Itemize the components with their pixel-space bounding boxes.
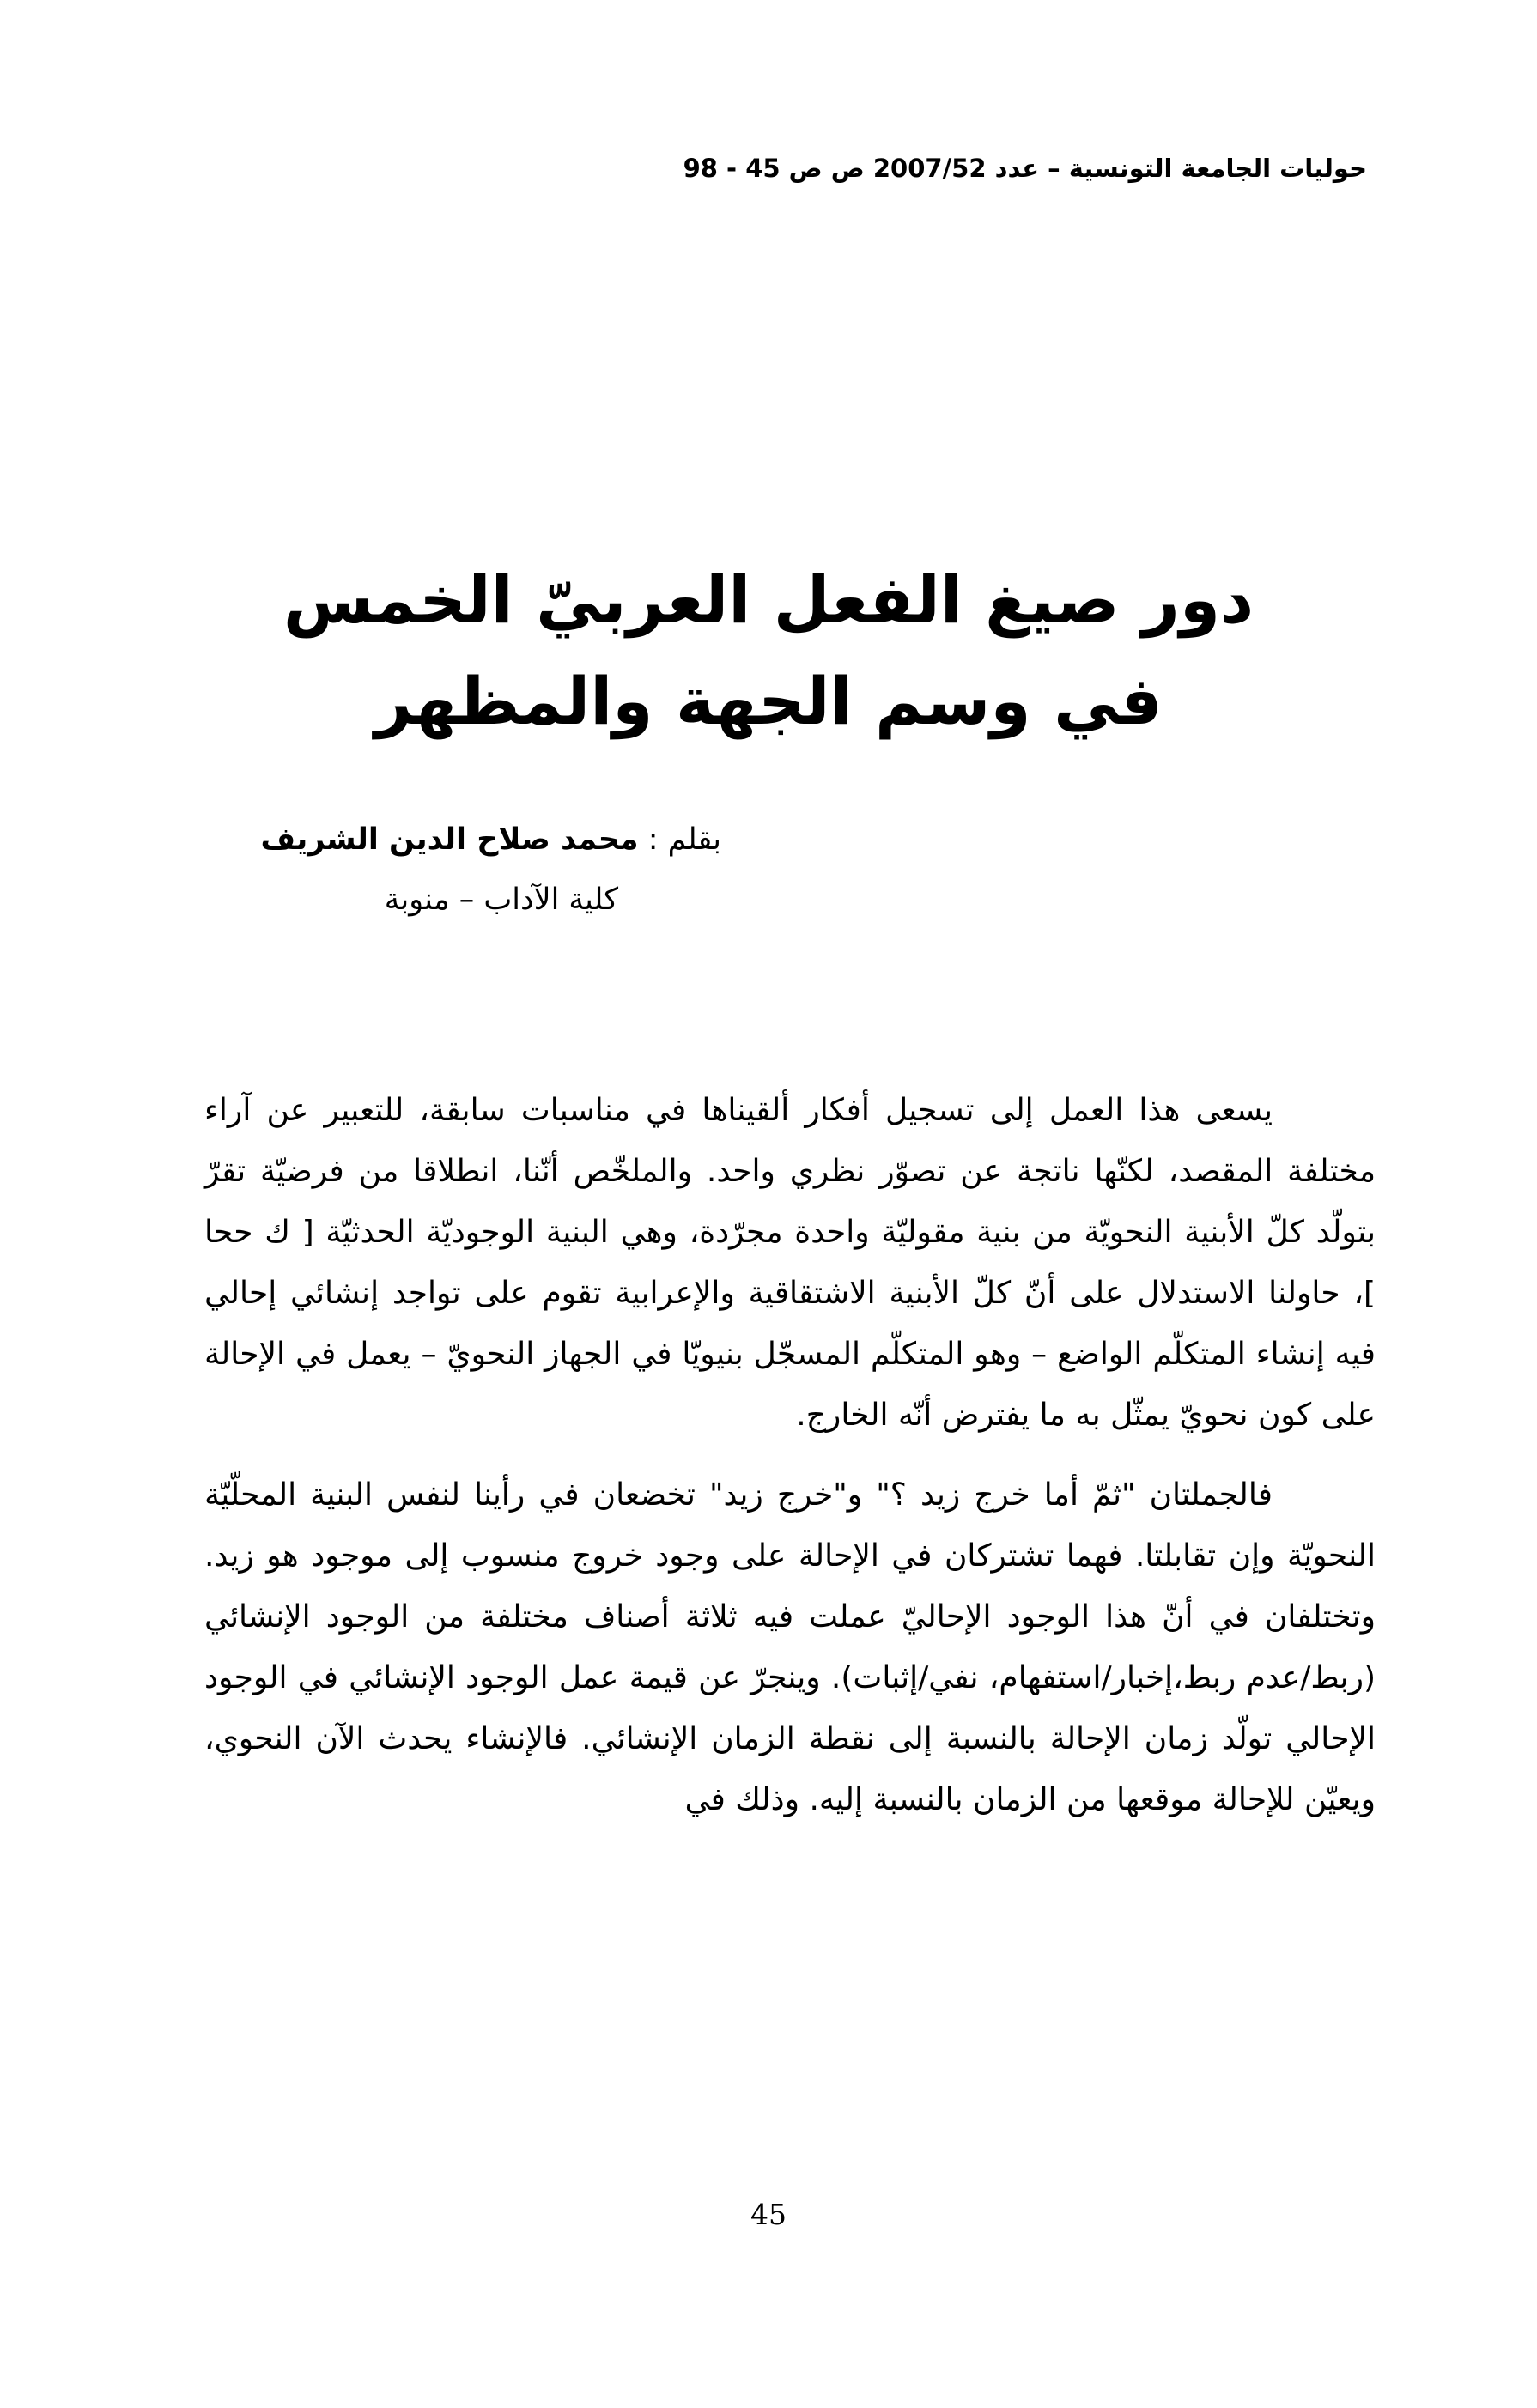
byline bbox=[189, 816, 721, 924]
title-line-1: دور صيغ الفعل العربيّ الخمس bbox=[282, 561, 1255, 638]
body-paragraph-1: يسعى هذا العمل إلى تسجيل أفكار ألقيناها في مناسبات سابقة، للتعبير عن آراء مختلفة المقصد، لكنّها ناتجة عن تصوّر نظري واحد. والملخّص أنّنا، انطلاقا من فرضيّة تقرّ بتولّد كلّ الأبنية النحويّة من بنية مقوليّة واحدة مجرّدة، وهي البنية الوجوديّة الحدثيّة [ ك ححا ]، حاولنا الاستدلال على أنّ كلّ الأبنية الاشتقاقية والإعرابية تقوم على تواجد إنشائي إحالي فيه إنشاء المتكلّم الواضع – وهو المتكلّم المسجّل بنيويّا في الجهاز النحويّ – يعمل في الإحالة على كون نحويّ يمثّل به ما يفترض أنّه الخارج. bbox=[204, 1093, 1376, 1433]
running-header bbox=[380, 151, 1367, 185]
author-name: محمد صلاح الدين الشريف bbox=[260, 822, 639, 857]
author-line bbox=[189, 816, 721, 864]
article-body bbox=[204, 1080, 1376, 1849]
article-title bbox=[258, 549, 1279, 752]
body-paragraph-2: فالجملتان "ثمّ أما خرج زيد ؟" و"خرج زيد" تخضعان في رأينا لنفس البنية المحلّيّة النحويّة وإن تقابلتا. فهما تشتركان في الإحالة على وجود خروج منسوب إلى موجود هو زيد. وتختلفان في أنّ هذا الوجود الإحاليّ عملت فيه ثلاثة أصناف مختلفة من الوجود الإنشائي (ربط/عدم ربط،إخبار/استفهام، نفي/إثبات). وينجرّ عن قيمة عمل الوجود الإنشائي في الوجود الإحالي تولّد زمان الإحالة بالنسبة إلى نقطة الزمان الإنشائي. فالإنشاء يحدث الآن النحوي، ويعيّن للإحالة موقعها من الزمان بالنسبة إليه. وذلك في bbox=[204, 1477, 1376, 1817]
author-affiliation: كلية الآداب – منوبة bbox=[384, 883, 618, 917]
running-header-text: حوليات الجامعة التونسية – عدد 2007/52 ص ص 45 - 98 bbox=[683, 154, 1367, 183]
byline-prefix: بقلم : bbox=[647, 822, 721, 857]
title-line-2: في وسم الجهة والمظهر bbox=[374, 663, 1163, 739]
page-number: 45 bbox=[750, 2198, 787, 2231]
